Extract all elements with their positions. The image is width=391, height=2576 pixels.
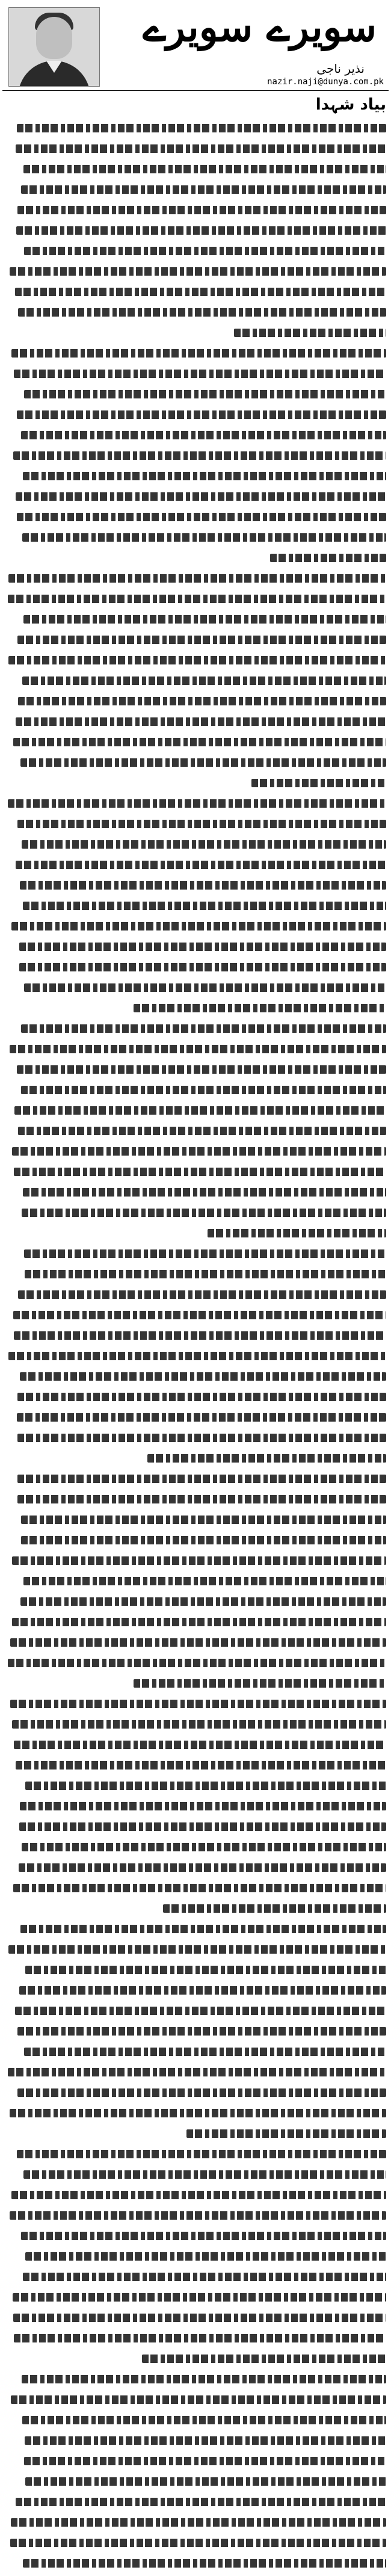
text-line-placeholder: [163, 1904, 386, 1913]
article-text-line: [5, 855, 386, 875]
text-line-placeholder: [251, 779, 386, 787]
text-line-placeholder: [13, 451, 386, 460]
article-text-line: [5, 1939, 386, 1960]
article-text-line: [5, 2451, 386, 2471]
article-text-line: [5, 118, 386, 138]
text-line-placeholder: [19, 943, 386, 951]
article-text-line: [5, 630, 386, 650]
text-line-placeholder: [22, 677, 386, 685]
text-line-placeholder: [134, 1679, 386, 1688]
article-text-line: [5, 507, 386, 527]
text-line-placeholder: [16, 226, 386, 235]
text-line-placeholder: [10, 2109, 386, 2117]
article-text-line: [5, 1591, 386, 1612]
article-text-line: [5, 1018, 386, 1039]
text-line-placeholder: [270, 554, 386, 562]
text-line-placeholder: [16, 1761, 386, 1769]
text-line-placeholder: [13, 1311, 386, 1319]
article-text-line: [5, 1755, 386, 1776]
text-line-placeholder: [8, 1945, 386, 1954]
article-text-line: [5, 2001, 386, 2021]
article-text-line: [5, 1141, 386, 1162]
text-line-placeholder: [17, 513, 386, 521]
article-text-line: [5, 1387, 386, 1407]
text-line-placeholder: [23, 2273, 386, 2281]
article-text-line: [5, 589, 386, 609]
text-line-placeholder: [234, 329, 386, 337]
article-text-line: [5, 2308, 386, 2328]
article-text-line: [5, 609, 386, 630]
text-line-placeholder: [10, 1045, 386, 1053]
article-text-line: [5, 2205, 386, 2226]
text-line-placeholder: [17, 124, 386, 132]
text-line-placeholder: [14, 1106, 386, 1115]
article-text-line: [5, 220, 386, 241]
article-text-line: [5, 2226, 386, 2246]
text-line-placeholder: [16, 861, 386, 869]
article-text-line: [5, 1960, 386, 1980]
text-line-placeholder: [21, 1086, 386, 1094]
text-line-placeholder: [18, 1290, 386, 1299]
article-text-line: [5, 2553, 386, 2574]
article-text-line: [5, 384, 386, 404]
article-text-line: [5, 691, 386, 711]
article-text-line: [5, 1325, 386, 1346]
text-line-placeholder: [17, 2027, 386, 2036]
text-line-placeholder: [22, 2416, 386, 2424]
article-text-line: [5, 1469, 386, 1489]
column-title-block: [106, 0, 389, 90]
text-line-placeholder: [13, 738, 386, 746]
text-line-placeholder: [10, 1700, 386, 1708]
article-text-line: [5, 2287, 386, 2308]
text-line-placeholder: [25, 1270, 386, 1278]
text-line-placeholder: [147, 1454, 386, 1463]
article-text-line: [5, 998, 386, 1018]
text-line-placeholder: [11, 2518, 386, 2527]
text-line-placeholder: [17, 206, 386, 214]
text-line-placeholder: [24, 2048, 386, 2056]
text-line-placeholder: [20, 1802, 386, 1810]
text-line-placeholder: [12, 1720, 386, 1729]
text-line-placeholder: [16, 492, 386, 501]
article-text-line: [5, 1100, 386, 1121]
text-line-placeholder: [16, 2498, 386, 2506]
article-text-line: [5, 323, 386, 343]
article-text-line: [5, 1694, 386, 1714]
article-text-line: [5, 1673, 386, 1694]
article-text-line: [5, 2328, 386, 2348]
text-line-placeholder: [23, 2170, 386, 2179]
column-title: سویرے سویرے: [143, 4, 377, 51]
text-line-placeholder: [21, 431, 386, 439]
text-line-placeholder: [16, 144, 386, 153]
text-line-placeholder: [134, 1004, 386, 1012]
text-line-placeholder: [24, 1249, 386, 1258]
article-text-line: [5, 404, 386, 425]
article-text-line: [5, 2492, 386, 2512]
article-text-line: [5, 1059, 386, 1080]
text-line-placeholder: [24, 983, 386, 992]
article-text-line: [5, 1550, 386, 1571]
text-line-placeholder: [8, 2068, 386, 2076]
text-line-placeholder: [142, 2355, 386, 2363]
article-text-line: [5, 2369, 386, 2389]
article-text-line: [5, 2062, 386, 2082]
article-text-line: [5, 916, 386, 937]
text-line-placeholder: [17, 2088, 386, 2097]
article-text-line: [5, 1837, 386, 1857]
article-text-line: [5, 1653, 386, 1673]
author-email: nazir.naji@dunya.com.pk: [267, 77, 384, 87]
text-line-placeholder: [22, 1843, 386, 1851]
text-line-placeholder: [25, 2477, 386, 2486]
text-line-placeholder: [23, 472, 386, 480]
text-line-placeholder: [8, 574, 386, 583]
article-text-line: [5, 1980, 386, 2001]
article-text-line: [5, 1182, 386, 1203]
text-line-placeholder: [17, 1065, 386, 1074]
text-line-placeholder: [24, 247, 386, 255]
article-text-line: [5, 1264, 386, 1284]
text-line-placeholder: [18, 1127, 386, 1135]
article-text-line: [5, 711, 386, 732]
text-line-placeholder: [20, 1372, 386, 1381]
article-text-line: [5, 445, 386, 466]
text-line-placeholder: [20, 1597, 386, 1606]
article-text-line: [5, 343, 386, 364]
text-line-placeholder: [23, 1577, 386, 1585]
text-line-placeholder: [8, 656, 386, 664]
text-line-placeholder: [21, 1536, 386, 1544]
text-line-placeholder: [14, 370, 386, 378]
article-text-line: [5, 486, 386, 507]
article-text-line: [5, 302, 386, 323]
text-line-placeholder: [25, 1782, 386, 1790]
text-line-placeholder: [11, 2395, 386, 2404]
text-line-placeholder: [19, 1986, 386, 1995]
text-line-placeholder: [24, 390, 386, 398]
text-line-placeholder: [21, 185, 386, 194]
text-line-placeholder: [24, 2457, 386, 2465]
article-text-line: [5, 896, 386, 916]
article-heading: بیاد شہدا: [315, 96, 386, 114]
article-text-line: [5, 159, 386, 179]
text-line-placeholder: [13, 2293, 386, 2302]
article-text-line: [5, 937, 386, 957]
article-text-line: [5, 2082, 386, 2103]
text-line-placeholder: [23, 902, 386, 910]
text-line-placeholder: [10, 267, 386, 276]
text-line-placeholder: [17, 1495, 386, 1503]
text-line-placeholder: [17, 820, 386, 828]
text-line-placeholder: [17, 636, 386, 644]
text-line-placeholder: [14, 1331, 386, 1340]
text-line-placeholder: [14, 1741, 386, 1749]
article-text-line: [5, 1509, 386, 1530]
article-text-line: [5, 1121, 386, 1141]
article-text-line: [5, 241, 386, 261]
article-text-line: [5, 1366, 386, 1387]
article-text-line: [5, 1816, 386, 1837]
author-photo: [8, 7, 100, 87]
article-text-line: [5, 752, 386, 773]
text-line-placeholder: [21, 1516, 386, 1524]
article-text-line: [5, 2103, 386, 2123]
text-line-placeholder: [19, 1863, 386, 1872]
text-line-placeholder: [25, 2436, 386, 2445]
article-text-line: [5, 1735, 386, 1755]
text-line-placeholder: [11, 922, 386, 930]
text-line-placeholder: [8, 595, 386, 603]
article-text-line: [5, 527, 386, 548]
article-text-line: [5, 977, 386, 998]
article-text-line: [5, 1346, 386, 1366]
text-line-placeholder: [15, 288, 386, 296]
article-text-line: [5, 793, 386, 814]
text-line-placeholder: [12, 1556, 386, 1565]
column-header: [2, 0, 389, 91]
article-text-line: [5, 1571, 386, 1591]
article-text-line: [5, 1714, 386, 1735]
article-text-line: [5, 2246, 386, 2267]
text-line-placeholder: [13, 1884, 386, 1892]
article-text-line: [5, 2164, 386, 2185]
text-line-placeholder: [17, 1434, 386, 1442]
text-line-placeholder: [8, 1659, 386, 1667]
article-text-line: [5, 2042, 386, 2062]
article-text-line: [5, 2123, 386, 2144]
text-line-placeholder: [208, 1229, 386, 1237]
text-line-placeholder: [23, 615, 386, 624]
text-line-placeholder: [19, 963, 386, 971]
text-line-placeholder: [10, 2211, 386, 2220]
text-line-placeholder: [22, 533, 386, 542]
article-text-line: [5, 1203, 386, 1223]
text-line-placeholder: [23, 165, 386, 173]
text-line-placeholder: [14, 1168, 386, 1176]
article-text-line: [5, 957, 386, 977]
article-text-line: [5, 2410, 386, 2430]
article-text-line: [5, 1530, 386, 1550]
article-text-line: [5, 282, 386, 302]
article-text-line: [5, 1080, 386, 1100]
article-text-line: [5, 1039, 386, 1059]
author-face-shape: [36, 17, 72, 59]
article-text-line: [5, 1223, 386, 1243]
text-line-placeholder: [186, 2129, 386, 2138]
text-line-placeholder: [20, 1925, 386, 1933]
text-line-placeholder: [10, 1638, 386, 1647]
text-line-placeholder: [22, 2375, 386, 2383]
article-text-line: [5, 1857, 386, 1878]
article-text-line: [5, 466, 386, 486]
text-line-placeholder: [8, 799, 386, 808]
text-line-placeholder: [23, 1188, 386, 1197]
text-line-placeholder: [12, 1618, 386, 1626]
article-text-line: [5, 568, 386, 589]
text-line-placeholder: [17, 410, 386, 419]
article-text-line: [5, 2430, 386, 2451]
article-text-line: [5, 1796, 386, 1816]
article-text-line: [5, 773, 386, 793]
text-line-placeholder: [25, 2252, 386, 2261]
text-line-placeholder: [15, 2007, 386, 2015]
article-text-line: [5, 1162, 386, 1182]
article-text-line: [5, 834, 386, 855]
article-text-line: [5, 2512, 386, 2533]
article-text-line: [5, 364, 386, 384]
text-line-placeholder: [11, 2191, 386, 2199]
article-text-line: [5, 2471, 386, 2492]
article-text-line: [5, 1305, 386, 1325]
article-text-line: [5, 2267, 386, 2287]
text-line-placeholder: [19, 1822, 386, 1831]
text-line-placeholder: [12, 1147, 386, 1156]
article-text-line: [5, 1612, 386, 1632]
text-line-placeholder: [10, 2539, 386, 2547]
article-text-line: [5, 138, 386, 159]
article-text-line: [5, 1407, 386, 1428]
article-text-line: [5, 650, 386, 670]
text-line-placeholder: [18, 697, 386, 705]
text-line-placeholder: [20, 881, 386, 890]
text-line-placeholder: [11, 349, 386, 358]
article-text-line: [5, 1919, 386, 1939]
text-line-placeholder: [25, 1966, 386, 1974]
article-text-line: [5, 200, 386, 220]
article-text-line: [5, 1776, 386, 1796]
article-text-line: [5, 1878, 386, 1898]
article-text-line: [5, 2185, 386, 2205]
text-line-placeholder: [16, 717, 386, 726]
article-text-line: [5, 2144, 386, 2164]
article-text-line: [5, 732, 386, 752]
article-text-line: [5, 425, 386, 445]
text-line-placeholder: [22, 840, 386, 849]
article-text-line: [5, 2021, 386, 2042]
text-line-placeholder: [17, 1393, 386, 1401]
text-line-placeholder: [22, 1209, 386, 1217]
text-line-placeholder: [17, 1413, 386, 1422]
article-text-line: [5, 875, 386, 896]
author-name: نذیر ناجی: [316, 61, 365, 76]
article-text-line: [5, 548, 386, 568]
article-text-line: [5, 1243, 386, 1264]
text-line-placeholder: [21, 2232, 386, 2240]
article-text-line: [5, 1898, 386, 1919]
text-line-placeholder: [13, 2314, 386, 2322]
article-body: [5, 118, 386, 2574]
article-text-line: [5, 1428, 386, 1448]
article-text-line: [5, 1448, 386, 1469]
article-text-line: [5, 179, 386, 200]
article-text-line: [5, 1284, 386, 1305]
text-line-placeholder: [18, 308, 386, 317]
text-line-placeholder: [14, 2334, 386, 2342]
article-text-line: [5, 2389, 386, 2410]
article-text-line: [5, 1632, 386, 1653]
article-text-line: [5, 2348, 386, 2369]
text-line-placeholder: [21, 1024, 386, 1033]
article-text-line: [5, 261, 386, 282]
text-line-placeholder: [17, 1475, 386, 1483]
text-line-placeholder: [17, 2150, 386, 2158]
article-text-line: [5, 670, 386, 691]
text-line-placeholder: [20, 758, 386, 767]
article-text-line: [5, 1489, 386, 1509]
text-line-placeholder: [8, 1352, 386, 1360]
article-text-line: [5, 814, 386, 834]
article-text-line: [5, 2533, 386, 2553]
text-line-placeholder: [23, 2559, 386, 2568]
